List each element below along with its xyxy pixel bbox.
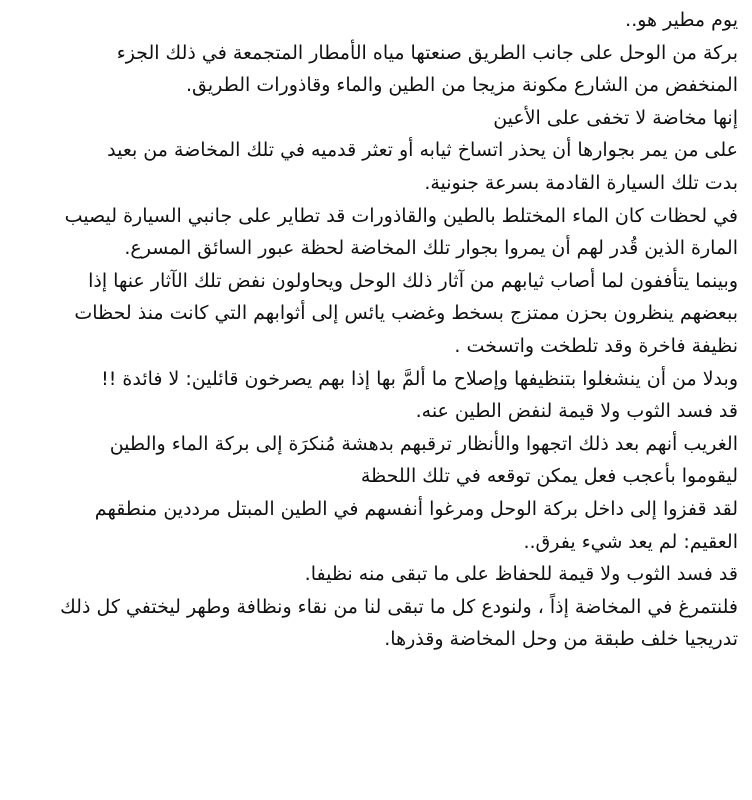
text-line: بركة من الوحل على جانب الطريق صنعتها مياه الأمطار المتجمعة في ذلك الجزء xyxy=(116,41,738,64)
text-line: المارة الذين قُدر لهم أن يمروا بجوار تلك المخاضة لحظة عبور السائق المسرع. xyxy=(124,237,738,260)
text-line: قد فسد الثوب ولا قيمة للحفاظ على ما تبقى منه نظيفا. xyxy=(304,563,738,586)
text-line: العقيم: لم يعد شيء يفرق.. xyxy=(523,530,738,553)
text-line: تدريجيا خلف طبقة من وحل المخاضة وقذرها. xyxy=(384,628,738,651)
text-line: قد فسد الثوب ولا قيمة لنفض الطين عنه. xyxy=(415,400,738,423)
text-line: وبدلا من أن ينشغلوا بتنظيفها وإصلاح ما ألمَّ بها إذا بهم يصرخون قائلين: لا فائدة !! xyxy=(101,367,738,390)
text-line: على من يمر بجوارها أن يحذر اتساخ ثيابه أو تعثر قدميه في تلك المخاضة من بعيد xyxy=(107,139,738,162)
text-line: وبينما يتأففون لما أصاب ثيابهم من آثار ذلك الوحل ويحاولون نفض تلك الآثار عنها إذا xyxy=(88,269,738,292)
text-line: ببعضهم ينظرون بحزن ممتزج بسخط وغضب يائس إلى أثوابهم التي كانت منذ لحظات xyxy=(74,302,738,325)
text-line: فلنتمرغ في المخاضة إذاً ، ولنودع كل ما تبقى لنا من نقاء ونظافة وطهر ليختفي كل ذلك xyxy=(60,595,738,618)
text-line: إنها مخاضة لا تخفى على الأعين xyxy=(493,106,738,129)
text-line: نظيفة فاخرة وقد تلطخت واتسخت . xyxy=(454,334,738,357)
text-line: المنخفض من الشارع مكونة مزيجا من الطين والماء وقاذورات الطريق. xyxy=(186,74,738,97)
text-line: يوم مطير هو.. xyxy=(625,9,738,31)
text-line: لقد قفزوا إلى داخل بركة الوحل ومرغوا أنفسهم في الطين المبتل مرددين منطقهم xyxy=(94,497,738,520)
text-line: ليقوموا بأعجب فعل يمكن توقعه في تلك اللحظة xyxy=(360,465,738,488)
text-line: في لحظات كان الماء المختلط بالطين والقاذورات قد تطاير على جانبي السيارة ليصيب xyxy=(64,204,738,227)
text-line: الغريب أنهم بعد ذلك اتجهوا والأنظار ترقبهم بدهشة مُنكرَة إلى بركة الماء والطين xyxy=(109,432,738,455)
text-line: بدت تلك السيارة القادمة بسرعة جنونية. xyxy=(424,171,738,194)
